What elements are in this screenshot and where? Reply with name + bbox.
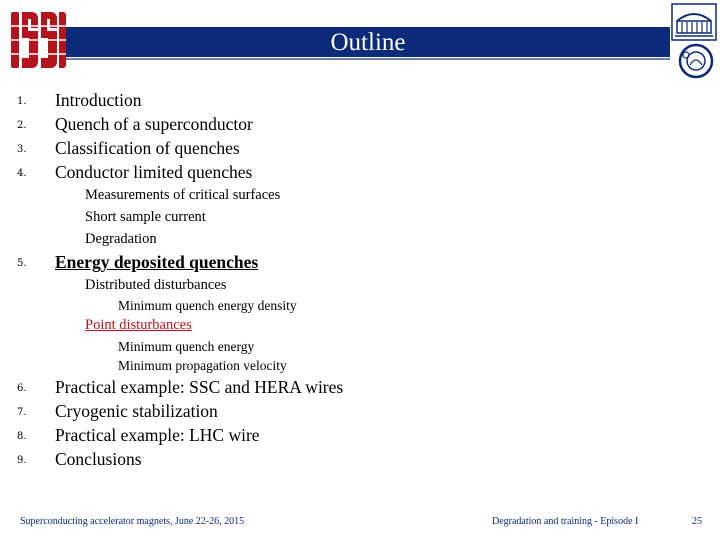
outline-subsubitem: Minimum propagation velocity <box>118 358 287 373</box>
item-number: 4. <box>17 168 27 179</box>
outline-subitem: Degradation <box>85 231 157 247</box>
outline-subitem: Measurements of critical surfaces <box>85 187 281 203</box>
item-number: 1. <box>17 96 27 107</box>
item-number: 5. <box>17 258 27 269</box>
page-number: 25 <box>692 516 702 527</box>
outline-item-lhc-wire: Practical example: LHC wire <box>55 425 260 445</box>
item-number: 8. <box>17 431 27 442</box>
cern-logo-icon <box>676 43 716 79</box>
building-logo-icon <box>671 3 717 41</box>
outline-item-introduction: Introduction <box>55 90 142 110</box>
footer-episode: Degradation and training - Episode I <box>492 516 639 527</box>
outline-subsubitem: Minimum quench energy <box>118 339 255 354</box>
outline-subitem: Distributed disturbances <box>85 277 227 293</box>
institute-logo-icon <box>8 6 66 74</box>
outline-subitem-current: Point disturbances <box>85 317 192 333</box>
item-number: 9. <box>17 455 27 466</box>
outline-item-cryogenic: Cryogenic stabilization <box>55 401 218 421</box>
item-number: 7. <box>17 407 27 418</box>
outline-item-ssc-hera: Practical example: SSC and HERA wires <box>55 377 344 397</box>
outline-item-conductor-limited: Conductor limited quenches <box>55 162 253 182</box>
outline-item-classification: Classification of quenches <box>55 138 240 158</box>
item-number: 3. <box>17 144 27 155</box>
outline-subsubitem: Minimum quench energy density <box>118 298 297 313</box>
outline-item-quench: Quench of a superconductor <box>55 114 253 134</box>
outline-item-conclusions: Conclusions <box>55 449 142 469</box>
outline-item-energy-deposited: Energy deposited quenches <box>55 252 259 272</box>
item-number: 6. <box>17 383 27 394</box>
item-number: 2. <box>17 120 27 131</box>
outline-subitem: Short sample current <box>85 209 206 225</box>
footer-course: Superconducting accelerator magnets, June 22-26, 2015 <box>20 516 245 527</box>
slide-title: Outline <box>330 29 406 56</box>
